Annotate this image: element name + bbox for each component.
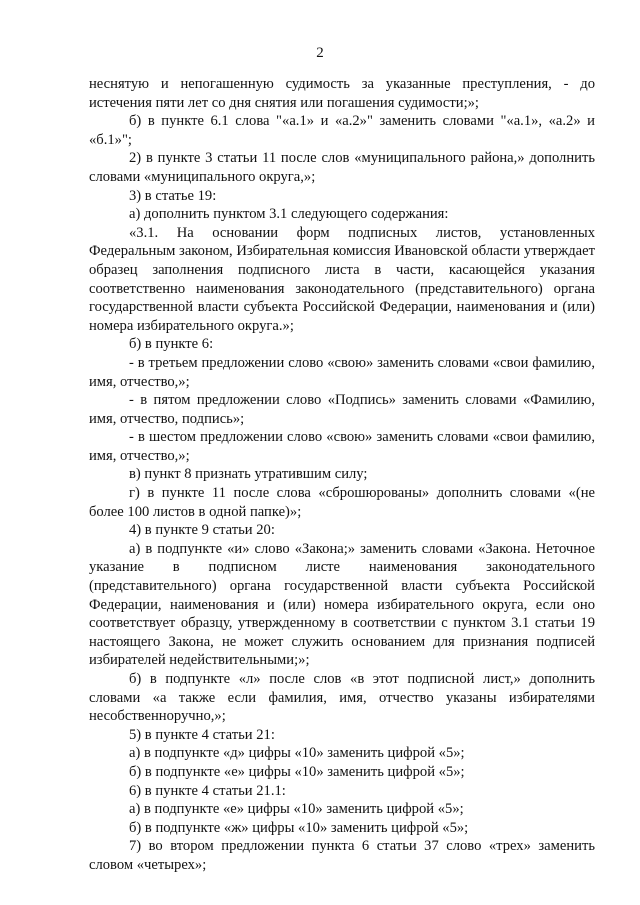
paragraph: 2) в пункте 3 статьи 11 после слов «муниципального района,» дополнить словами «муниципального округа,»;	[89, 150, 595, 185]
paragraph: б) в подпункте «ж» цифры «10» заменить цифрой «5»;	[129, 819, 469, 836]
paragraph: а) в подпункте «д» цифры «10» заменить цифрой «5»;	[129, 745, 465, 762]
paragraph: а) дополнить пунктом 3.1 следующего содержания:	[129, 206, 449, 223]
paragraph: б) в пункте 6:	[129, 336, 214, 353]
paragraph: неснятую и непогашенную судимость за указанные преступления, - до истечения пяти лет со дня снятия или погашения судимости;»;	[89, 76, 595, 111]
paragraph: - в третьем предложении слово «свою» заменить словами «свои фамилию, имя, отчество,»;	[89, 354, 595, 390]
paragraph: 4) в пункте 9 статьи 20:	[129, 522, 275, 539]
paragraph: 3) в статье 19:	[129, 187, 217, 204]
document-body	[89, 75, 595, 875]
paragraph: б) в подпункте «л» после слов «в этот подписной лист,» дополнить словами «а также если фамилия, имя, отчество указаны избирателями несобственноручно,»;	[89, 671, 595, 725]
page-number: 2	[316, 45, 324, 61]
paragraph: 5) в пункте 4 статьи 21:	[129, 726, 275, 743]
paragraph: - в пятом предложении слово «Подпись» заменить словами «Фамилию, имя, отчество, подпись»;	[89, 392, 595, 427]
paragraph: в) пункт 8 признать утратившим силу;	[129, 466, 368, 483]
paragraph: г) в пункте 11 после слова «сброшюрованы» дополнить словами «(не более 100 листов в одной папке)»;	[89, 485, 595, 520]
paragraph: - в шестом предложении слово «свою» заменить словами «свои фамилию, имя, отчество,»;	[89, 429, 595, 464]
paragraph: 6) в пункте 4 статьи 21.1:	[129, 782, 286, 799]
paragraph: б) в подпункте «е» цифры «10» заменить цифрой «5»;	[129, 763, 465, 780]
paragraph: а) в подпункте «е» цифры «10» заменить цифрой «5»;	[129, 801, 464, 818]
paragraph: б) в пункте 6.1 слова "«а.1» и «а.2»" заменить словами "«а.1», «а.2» и «б.1»";	[89, 113, 595, 148]
paragraph: «3.1. На основании форм подписных листов, установленных Федеральным законом, Избирательная комиссия Ивановской области утверждает образец заполнения подписного листа в части, касающейся указания соответственно наименования законодательного (представительного) органа государственной власти субъекта Российской Федерации, наименования и (или) номера избирательного округа.»;	[89, 224, 595, 334]
paragraph: 7) во втором предложении пункта 6 статьи 37 слово «трех» заменить словом «четырех»;	[89, 838, 595, 873]
paragraph: а) в подпункте «и» слово «Закона;» заменить словами «Закона. Неточное указание в подписном листе наименования законодательного (представительного) органа государственной власти субъекта Российской Федерации, наименования и (или) номера избирательного округа, если оно соответствует образцу, утвержденному в соответствии с пунктом 3.1 статьи 19 настоящего Закона, не может служить основанием для признания подписей избирателей недействительными;»;	[89, 540, 595, 669]
